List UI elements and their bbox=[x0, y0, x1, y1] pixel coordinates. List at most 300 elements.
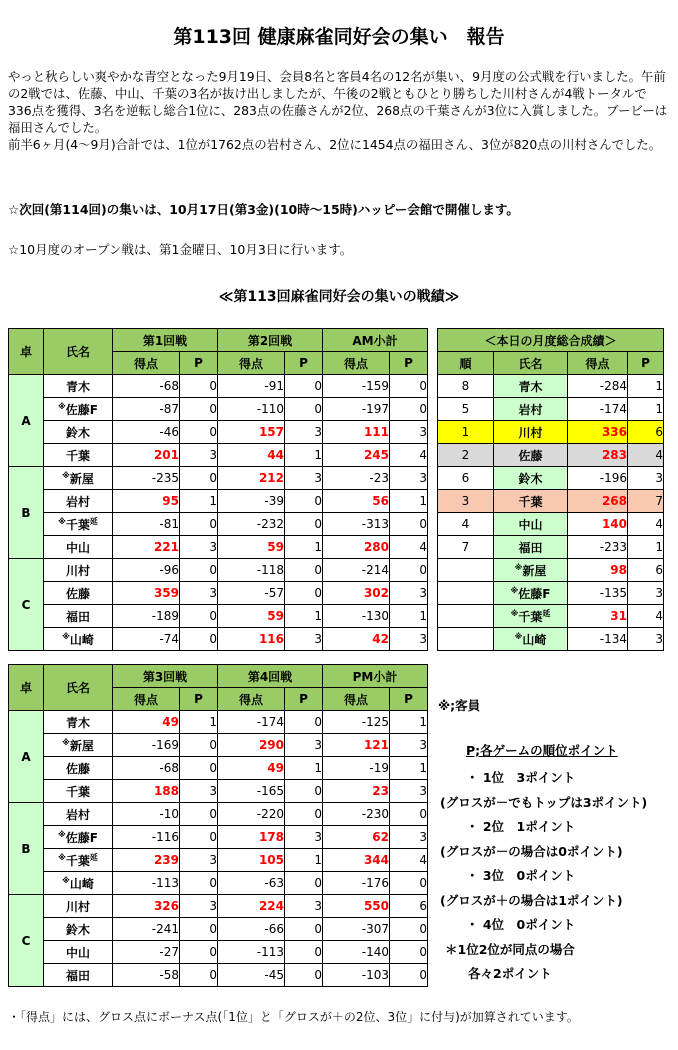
score-cell: -174 bbox=[568, 398, 628, 421]
score-cell: 105 bbox=[218, 849, 285, 872]
header-points: P bbox=[180, 352, 218, 375]
player-name-text: 川村 bbox=[65, 899, 90, 914]
table-label: C bbox=[9, 895, 44, 987]
table-row bbox=[438, 513, 664, 536]
points-cell: 3 bbox=[285, 628, 323, 651]
score-cell: -165 bbox=[218, 780, 285, 803]
score-cell: -233 bbox=[568, 536, 628, 559]
table-row bbox=[9, 513, 428, 536]
points-cell: 0 bbox=[390, 964, 428, 987]
points-cell: 6 bbox=[390, 895, 428, 918]
player-name-text: 千葉 bbox=[65, 784, 90, 799]
player-name-text: 岩村 bbox=[518, 402, 543, 417]
rank-cell: 2 bbox=[438, 444, 494, 467]
player-name-text: 千葉 bbox=[518, 494, 543, 509]
player-name bbox=[44, 734, 113, 757]
table-row bbox=[9, 964, 428, 987]
points-cell: 0 bbox=[180, 513, 218, 536]
points-cell: 3 bbox=[180, 444, 218, 467]
points-cell: 0 bbox=[285, 941, 323, 964]
score-cell: 302 bbox=[323, 582, 390, 605]
header-points: P bbox=[390, 352, 428, 375]
player-name bbox=[494, 536, 568, 559]
player-name-text: 千葉 bbox=[65, 853, 90, 868]
header-name: 氏名 bbox=[44, 665, 113, 711]
score-cell: -313 bbox=[323, 513, 390, 536]
score-cell: 111 bbox=[323, 421, 390, 444]
score-cell: -307 bbox=[323, 918, 390, 941]
points-cell: 0 bbox=[285, 375, 323, 398]
score-cell: 212 bbox=[218, 467, 285, 490]
player-name bbox=[494, 398, 568, 421]
player-name-text: 福田 bbox=[65, 609, 90, 624]
score-cell: 116 bbox=[218, 628, 285, 651]
player-name-text: 青木 bbox=[65, 379, 90, 394]
points-cell: 0 bbox=[390, 918, 428, 941]
player-name bbox=[44, 467, 113, 490]
player-name bbox=[44, 421, 113, 444]
player-name-text: 鈴木 bbox=[65, 425, 90, 440]
table-row bbox=[9, 559, 428, 582]
score-cell: 59 bbox=[218, 536, 285, 559]
page-title: 第113回 健康麻雀同好会の集い 報告 bbox=[173, 26, 505, 48]
points-cell: 6 bbox=[628, 421, 664, 444]
score-cell: -39 bbox=[218, 490, 285, 513]
player-name-text: 中山 bbox=[518, 517, 543, 532]
player-name-text: 佐藤F bbox=[65, 830, 98, 845]
header-points: P bbox=[628, 352, 664, 375]
table-row bbox=[9, 467, 428, 490]
pm-results-table bbox=[8, 664, 428, 987]
player-name bbox=[44, 628, 113, 651]
score-cell: -68 bbox=[113, 757, 180, 780]
header-score: 得点 bbox=[323, 352, 390, 375]
score-cell: -113 bbox=[218, 941, 285, 964]
points-cell: 1 bbox=[285, 444, 323, 467]
score-cell: 62 bbox=[323, 826, 390, 849]
player-name-text: 中山 bbox=[65, 540, 90, 555]
score-cell: 95 bbox=[113, 490, 180, 513]
points-legend-line: (グロスが－でもトップは3ポイント) bbox=[440, 794, 648, 810]
score-cell: -66 bbox=[218, 918, 285, 941]
player-name-text: 岩村 bbox=[65, 807, 90, 822]
table-row bbox=[9, 711, 428, 734]
player-name bbox=[494, 490, 568, 513]
score-cell: -230 bbox=[323, 803, 390, 826]
score-cell: -63 bbox=[218, 872, 285, 895]
table-row bbox=[438, 582, 664, 605]
header-score: 得点 bbox=[218, 688, 285, 711]
points-cell: 3 bbox=[390, 826, 428, 849]
player-name bbox=[44, 582, 113, 605]
player-name bbox=[494, 605, 568, 628]
player-name bbox=[44, 895, 113, 918]
rank-cell bbox=[438, 605, 494, 628]
points-cell: 0 bbox=[180, 964, 218, 987]
table-row bbox=[9, 536, 428, 559]
header-rank: 順 bbox=[438, 352, 494, 375]
points-cell: 3 bbox=[180, 536, 218, 559]
points-cell: 1 bbox=[285, 536, 323, 559]
score-cell: 221 bbox=[113, 536, 180, 559]
table-row bbox=[438, 628, 664, 651]
player-name bbox=[494, 444, 568, 467]
player-name bbox=[44, 803, 113, 826]
points-cell: 0 bbox=[285, 872, 323, 895]
rank-cell: 3 bbox=[438, 490, 494, 513]
player-name-text: 佐藤 bbox=[518, 448, 543, 463]
player-name-text: 千葉 bbox=[65, 448, 90, 463]
score-cell: 326 bbox=[113, 895, 180, 918]
score-cell: -110 bbox=[218, 398, 285, 421]
player-name-text: 山崎 bbox=[522, 632, 547, 647]
player-name bbox=[44, 964, 113, 987]
points-cell: 0 bbox=[285, 780, 323, 803]
rank-cell bbox=[438, 628, 494, 651]
table-label: B bbox=[9, 803, 44, 895]
score-cell: -27 bbox=[113, 941, 180, 964]
header-points: P bbox=[285, 352, 323, 375]
rank-cell: 7 bbox=[438, 536, 494, 559]
points-legend-title: P;各ゲームの順位ポイント bbox=[466, 743, 618, 758]
player-name-text: 鈴木 bbox=[518, 471, 543, 486]
points-cell: 0 bbox=[180, 803, 218, 826]
points-cell: 0 bbox=[285, 559, 323, 582]
table-row bbox=[438, 559, 664, 582]
score-cell: 344 bbox=[323, 849, 390, 872]
table-row bbox=[9, 895, 428, 918]
guest-mark: ※ bbox=[510, 608, 519, 618]
table-row bbox=[9, 826, 428, 849]
header-game: 第3回戦 bbox=[113, 665, 218, 688]
guest-mark: ※ bbox=[58, 852, 66, 862]
table-row bbox=[9, 734, 428, 757]
header-score: 得点 bbox=[568, 352, 628, 375]
table-label: A bbox=[9, 711, 44, 803]
header-table: 卓 bbox=[9, 665, 44, 711]
rank-cell: 5 bbox=[438, 398, 494, 421]
table-row bbox=[438, 467, 664, 490]
player-name-text: 中山 bbox=[65, 945, 90, 960]
points-cell: 1 bbox=[285, 849, 323, 872]
header-game: 第4回戦 bbox=[218, 665, 323, 688]
header-score: 得点 bbox=[218, 352, 285, 375]
player-name bbox=[44, 711, 113, 734]
player-name-text: 千葉 bbox=[518, 609, 543, 624]
extension-mark: 延 bbox=[89, 852, 98, 862]
am-results-table bbox=[8, 328, 428, 651]
points-cell: 3 bbox=[628, 582, 664, 605]
points-cell: 1 bbox=[285, 605, 323, 628]
points-cell: 0 bbox=[390, 559, 428, 582]
player-name bbox=[494, 559, 568, 582]
player-name-text: 新屋 bbox=[69, 738, 94, 753]
table-row bbox=[9, 605, 428, 628]
score-cell: -220 bbox=[218, 803, 285, 826]
player-name-text: 青木 bbox=[65, 715, 90, 730]
points-legend-line: ・ 2位 1ポイント bbox=[466, 819, 576, 834]
open-match-notice: ☆10月度のオープン戦は、第1金曜日、10月3日に行います。 bbox=[8, 242, 353, 257]
score-cell: -87 bbox=[113, 398, 180, 421]
score-cell: -232 bbox=[218, 513, 285, 536]
table-row bbox=[438, 421, 664, 444]
points-cell: 0 bbox=[180, 421, 218, 444]
header-table: 卓 bbox=[9, 329, 44, 375]
points-cell: 0 bbox=[285, 918, 323, 941]
score-cell: 56 bbox=[323, 490, 390, 513]
score-cell: 98 bbox=[568, 559, 628, 582]
points-legend-line: ＊1位2位が同点の場合 bbox=[445, 941, 575, 957]
player-name bbox=[44, 375, 113, 398]
points-cell: 1 bbox=[180, 711, 218, 734]
player-name bbox=[44, 918, 113, 941]
rank-cell bbox=[438, 559, 494, 582]
points-cell: 1 bbox=[390, 757, 428, 780]
table-label: C bbox=[9, 559, 44, 651]
rank-cell: 4 bbox=[438, 513, 494, 536]
table-row bbox=[9, 757, 428, 780]
rank-cell: 6 bbox=[438, 467, 494, 490]
points-cell: 3 bbox=[180, 780, 218, 803]
guest-mark: ※ bbox=[62, 631, 70, 641]
table-row bbox=[9, 444, 428, 467]
score-cell: -130 bbox=[323, 605, 390, 628]
rank-cell: 1 bbox=[438, 421, 494, 444]
score-cell: -284 bbox=[568, 375, 628, 398]
points-cell: 4 bbox=[628, 513, 664, 536]
points-legend-line: (グロスが－の場合は0ポイント) bbox=[440, 843, 623, 859]
score-cell: -134 bbox=[568, 628, 628, 651]
player-name-text: 佐藤 bbox=[65, 761, 90, 776]
score-cell: -174 bbox=[218, 711, 285, 734]
points-cell: 0 bbox=[390, 375, 428, 398]
points-cell: 4 bbox=[628, 444, 664, 467]
table-row bbox=[438, 444, 664, 467]
points-cell: 0 bbox=[180, 375, 218, 398]
points-cell: 3 bbox=[628, 628, 664, 651]
score-cell: -125 bbox=[323, 711, 390, 734]
points-cell: 7 bbox=[628, 490, 664, 513]
score-cell: 336 bbox=[568, 421, 628, 444]
guest-legend: ※;客員 bbox=[438, 698, 481, 713]
points-cell: 3 bbox=[390, 628, 428, 651]
table-row bbox=[9, 628, 428, 651]
header-score: 得点 bbox=[113, 352, 180, 375]
score-cell: -214 bbox=[323, 559, 390, 582]
player-name-text: 川村 bbox=[65, 563, 90, 578]
score-cell: 49 bbox=[218, 757, 285, 780]
score-cell: -58 bbox=[113, 964, 180, 987]
player-name bbox=[44, 490, 113, 513]
points-cell: 0 bbox=[285, 711, 323, 734]
table-row bbox=[9, 941, 428, 964]
player-name-text: 福田 bbox=[65, 968, 90, 983]
player-name bbox=[44, 941, 113, 964]
score-cell: -140 bbox=[323, 941, 390, 964]
points-cell: 4 bbox=[390, 849, 428, 872]
score-cell: -68 bbox=[113, 375, 180, 398]
next-meeting-notice: ☆次回(第114回)の集いは、10月17日(第3金)(10時～15時)ハッピー会館で開催します。 bbox=[8, 202, 519, 217]
score-cell: 178 bbox=[218, 826, 285, 849]
intro-paragraph-1: やっと秋らしい爽やかな青空となった9月19日、会員8名と客員4名の12名が集い、9月度の公式戦を行いました。午前の2戦では、佐藤、中山、千葉の3名が抜け出しましたが、午後の2戦ともひとり勝ちした川村さんが4戦トータルで336点を獲得、3名を逆転し総合1位に、283点の佐藤さんが2位、268点の千葉さんが3位に入賞しました。ブービーは福田さんでした。 bbox=[8, 69, 668, 135]
header-game: 第2回戦 bbox=[218, 329, 323, 352]
points-cell: 0 bbox=[285, 964, 323, 987]
score-cell: 157 bbox=[218, 421, 285, 444]
points-cell: 1 bbox=[390, 711, 428, 734]
score-cell: 280 bbox=[323, 536, 390, 559]
points-cell: 4 bbox=[390, 536, 428, 559]
score-cell: -57 bbox=[218, 582, 285, 605]
points-cell: 4 bbox=[628, 605, 664, 628]
score-cell: -91 bbox=[218, 375, 285, 398]
overall-results-table bbox=[437, 328, 664, 651]
score-cell: -135 bbox=[568, 582, 628, 605]
table-row bbox=[9, 421, 428, 444]
guest-mark: ※ bbox=[514, 562, 523, 572]
points-cell: 0 bbox=[285, 803, 323, 826]
score-cell: -159 bbox=[323, 375, 390, 398]
points-cell: 1 bbox=[628, 536, 664, 559]
table-row bbox=[438, 536, 664, 559]
guest-mark: ※ bbox=[58, 401, 66, 411]
intro-text bbox=[8, 68, 670, 153]
guest-mark: ※ bbox=[514, 631, 523, 641]
score-cell: 121 bbox=[323, 734, 390, 757]
score-cell: 245 bbox=[323, 444, 390, 467]
points-cell: 3 bbox=[390, 780, 428, 803]
score-cell: 31 bbox=[568, 605, 628, 628]
points-cell: 0 bbox=[180, 826, 218, 849]
points-cell: 3 bbox=[180, 849, 218, 872]
table-label: A bbox=[9, 375, 44, 467]
table-row bbox=[9, 918, 428, 941]
score-cell: 59 bbox=[218, 605, 285, 628]
overall-caption: ＜本日の月度総合成績＞ bbox=[438, 329, 664, 352]
points-cell: 0 bbox=[390, 513, 428, 536]
header-points: P bbox=[390, 688, 428, 711]
points-cell: 1 bbox=[628, 398, 664, 421]
score-cell: -19 bbox=[323, 757, 390, 780]
player-name-text: 新屋 bbox=[69, 471, 94, 486]
points-cell: 3 bbox=[285, 826, 323, 849]
player-name bbox=[44, 444, 113, 467]
score-cell: -169 bbox=[113, 734, 180, 757]
score-cell: -196 bbox=[568, 467, 628, 490]
table-row bbox=[9, 780, 428, 803]
header-points: P bbox=[180, 688, 218, 711]
score-cell: -23 bbox=[323, 467, 390, 490]
guest-mark: ※ bbox=[510, 585, 519, 595]
guest-mark: ※ bbox=[62, 737, 70, 747]
rank-cell bbox=[438, 582, 494, 605]
score-cell: -46 bbox=[113, 421, 180, 444]
player-name-text: 佐藤 bbox=[65, 586, 90, 601]
table-row bbox=[9, 849, 428, 872]
points-cell: 3 bbox=[390, 582, 428, 605]
points-cell: 0 bbox=[390, 398, 428, 421]
score-cell: -74 bbox=[113, 628, 180, 651]
points-cell: 3 bbox=[180, 895, 218, 918]
extension-mark: 延 bbox=[89, 516, 98, 526]
table-row bbox=[438, 398, 664, 421]
points-cell: 3 bbox=[285, 734, 323, 757]
points-legend-line: ・ 3位 0ポイント bbox=[466, 868, 576, 883]
extension-mark: 延 bbox=[542, 608, 551, 618]
points-cell: 0 bbox=[390, 941, 428, 964]
player-name bbox=[44, 605, 113, 628]
score-cell: 224 bbox=[218, 895, 285, 918]
points-legend-line: ・ 1位 3ポイント bbox=[466, 770, 576, 785]
points-cell: 0 bbox=[285, 582, 323, 605]
player-name bbox=[494, 467, 568, 490]
points-legend-line: ・ 4位 0ポイント bbox=[466, 917, 576, 932]
points-cell: 3 bbox=[180, 582, 218, 605]
player-name-text: 佐藤F bbox=[518, 586, 551, 601]
points-cell: 0 bbox=[285, 513, 323, 536]
table-row bbox=[9, 582, 428, 605]
points-cell: 3 bbox=[390, 467, 428, 490]
points-cell: 3 bbox=[285, 895, 323, 918]
player-name bbox=[44, 513, 113, 536]
header-name: 氏名 bbox=[494, 352, 568, 375]
points-cell: 3 bbox=[390, 734, 428, 757]
points-cell: 0 bbox=[390, 872, 428, 895]
player-name-text: 福田 bbox=[518, 540, 543, 555]
points-cell: 0 bbox=[285, 490, 323, 513]
guest-mark: ※ bbox=[58, 516, 66, 526]
points-legend-line: (グロスが＋の場合は1ポイント) bbox=[440, 892, 623, 908]
score-cell: -241 bbox=[113, 918, 180, 941]
points-cell: 0 bbox=[180, 872, 218, 895]
player-name bbox=[44, 536, 113, 559]
header-name: 氏名 bbox=[44, 329, 113, 375]
player-name-text: 岩村 bbox=[65, 494, 90, 509]
score-cell: 140 bbox=[568, 513, 628, 536]
player-name bbox=[494, 582, 568, 605]
score-cell: 290 bbox=[218, 734, 285, 757]
score-cell: 188 bbox=[113, 780, 180, 803]
player-name bbox=[494, 628, 568, 651]
player-name bbox=[44, 559, 113, 582]
score-cell: 201 bbox=[113, 444, 180, 467]
header-score: 得点 bbox=[113, 688, 180, 711]
score-cell: 268 bbox=[568, 490, 628, 513]
score-cell: -81 bbox=[113, 513, 180, 536]
guest-mark: ※ bbox=[62, 875, 70, 885]
points-cell: 3 bbox=[390, 421, 428, 444]
table-row bbox=[9, 803, 428, 826]
table-row bbox=[9, 490, 428, 513]
player-name bbox=[44, 757, 113, 780]
score-cell: -10 bbox=[113, 803, 180, 826]
points-cell: 1 bbox=[390, 490, 428, 513]
rank-cell: 8 bbox=[438, 375, 494, 398]
score-cell: -113 bbox=[113, 872, 180, 895]
player-name bbox=[44, 398, 113, 421]
table-row bbox=[438, 375, 664, 398]
points-cell: 0 bbox=[180, 398, 218, 421]
points-cell: 0 bbox=[180, 941, 218, 964]
player-name-text: 鈴木 bbox=[65, 922, 90, 937]
header-game: AM小計 bbox=[323, 329, 428, 352]
player-name-text: 千葉 bbox=[65, 517, 90, 532]
score-cell: 239 bbox=[113, 849, 180, 872]
score-cell: 359 bbox=[113, 582, 180, 605]
footnote: ・「得点」には、グロス点にボーナス点(「1位」と「グロスが＋の2位、3位」に付与)が加算されています。 bbox=[8, 1010, 579, 1024]
player-name bbox=[494, 375, 568, 398]
score-cell: 49 bbox=[113, 711, 180, 734]
points-cell: 6 bbox=[628, 559, 664, 582]
